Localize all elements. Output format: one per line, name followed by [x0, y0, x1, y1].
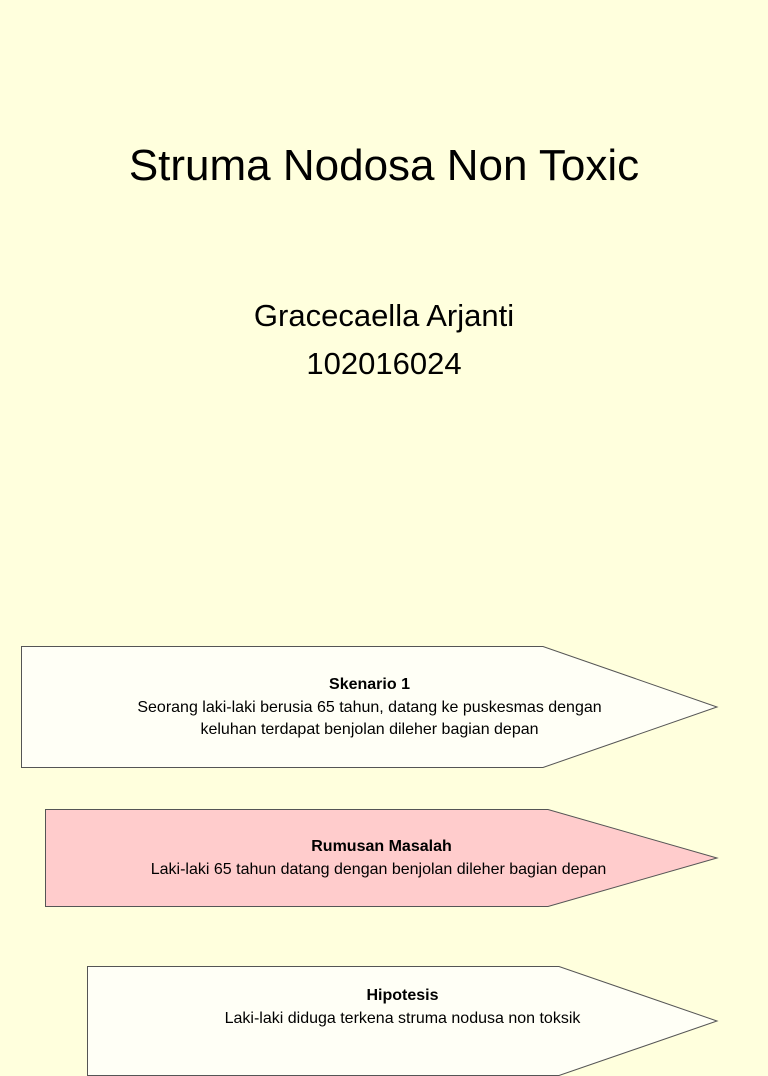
hypothesis-line-1: Laki-laki diduga terkena struma nodusa non toksik: [224, 1009, 581, 1027]
hypothesis-text: [87, 985, 718, 1030]
author-name: Gracecaella Arjanti: [253, 298, 515, 333]
hypothesis-arrow-box: [87, 966, 718, 1076]
scenario-arrow-box: [21, 646, 718, 768]
problem-statement-arrow-box: [45, 809, 718, 907]
author-block: [0, 292, 768, 388]
hypothesis-heading: Hipotesis: [366, 987, 439, 1004]
scenario-line-2: keluhan terdapat benjolan dileher bagian depan: [200, 721, 539, 738]
scenario-line-1: Seorang laki-laki berusia 65 tahun, datang ke puskesmas dengan: [137, 698, 602, 716]
slide-title: Struma Nodosa Non Toxic: [128, 141, 640, 190]
author-id: 102016024: [306, 346, 462, 381]
problem-statement-heading: Rumusan Masalah: [311, 838, 452, 855]
problem-statement-line-1: Laki-laki 65 tahun datang dengan benjolan dileher bagian depan: [150, 860, 607, 878]
scenario-heading: Skenario 1: [329, 676, 410, 693]
scenario-text: [21, 674, 718, 742]
problem-statement-text: [45, 836, 718, 881]
